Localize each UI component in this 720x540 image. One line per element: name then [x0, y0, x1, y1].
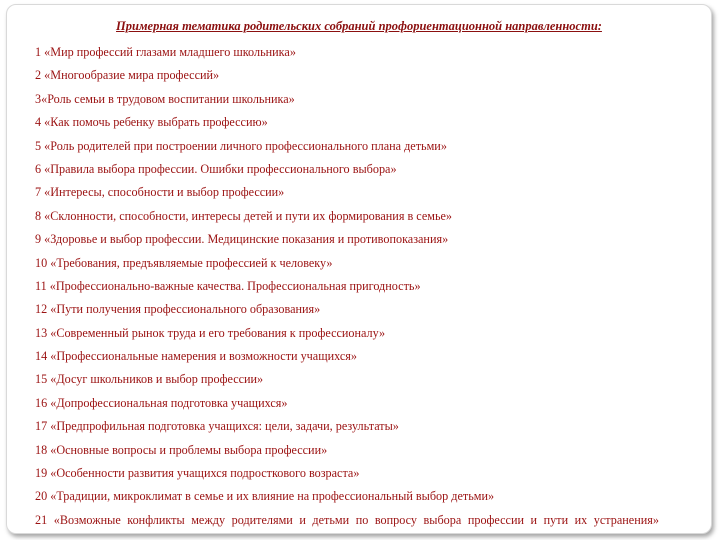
- list-item: 2 «Многообразие мира профессий»: [35, 68, 220, 83]
- list-item: 19 «Особенности развития учащихся подросткового возраста»: [35, 466, 360, 481]
- topic-list: [35, 41, 659, 532]
- list-item: 11 «Профессионально-важные качества. Профессиональная пригодность»: [35, 278, 421, 293]
- list-item: 18 «Основные вопросы и проблемы выбора профессии»: [35, 442, 328, 457]
- list-item: 20 «Традиции, микроклимат в семье и их влияние на профессиональный выбор детьми»: [35, 489, 495, 504]
- page-title: Примерная тематика родительских собраний профориентационной направленности:: [116, 19, 602, 33]
- list-item: 9 «Здоровье и выбор профессии. Медицинские показания и противопоказания»: [35, 232, 449, 247]
- list-item: 21 «Возможные конфликты между родителями и детьми по вопросу выбора профессии и пути их устранения»: [35, 512, 659, 527]
- slide: [6, 4, 712, 534]
- list-item: 12 «Пути получения профессионального образования»: [35, 302, 321, 317]
- list-item: 17 «Предпрофильная подготовка учащихся: цели, задачи, результаты»: [35, 419, 399, 434]
- list-item: 1 «Мир профессий глазами младшего школьника»: [35, 45, 296, 59]
- list-item: 7 «Интересы, способности и выбор профессии»: [35, 185, 285, 200]
- list-item: 4 «Как помочь ребенку выбрать профессию»: [35, 115, 268, 130]
- list-item: 8 «Склонности, способности, интересы детей и пути их формирования в семье»: [35, 208, 453, 223]
- list-item: 5 «Роль родителей при построении личного профессионального плана детьми»: [35, 138, 447, 153]
- list-item: 13 «Современный рынок труда и его требования к профессионалу»: [35, 325, 386, 340]
- list-item: 15 «Досуг школьников и выбор профессии»: [35, 372, 264, 387]
- list-item: 16 «Допрофессиональная подготовка учащихся»: [35, 395, 288, 410]
- list-item: 14 «Профессиональные намерения и возможности учащихся»: [35, 349, 357, 364]
- list-item: 6 «Правила выбора профессии. Ошибки профессионального выбора»: [35, 161, 397, 176]
- list-item: 3«Роль семьи в трудовом воспитании школьника»: [35, 91, 295, 106]
- list-item: 10 «Требования, предъявляемые профессией к человеку»: [35, 255, 333, 270]
